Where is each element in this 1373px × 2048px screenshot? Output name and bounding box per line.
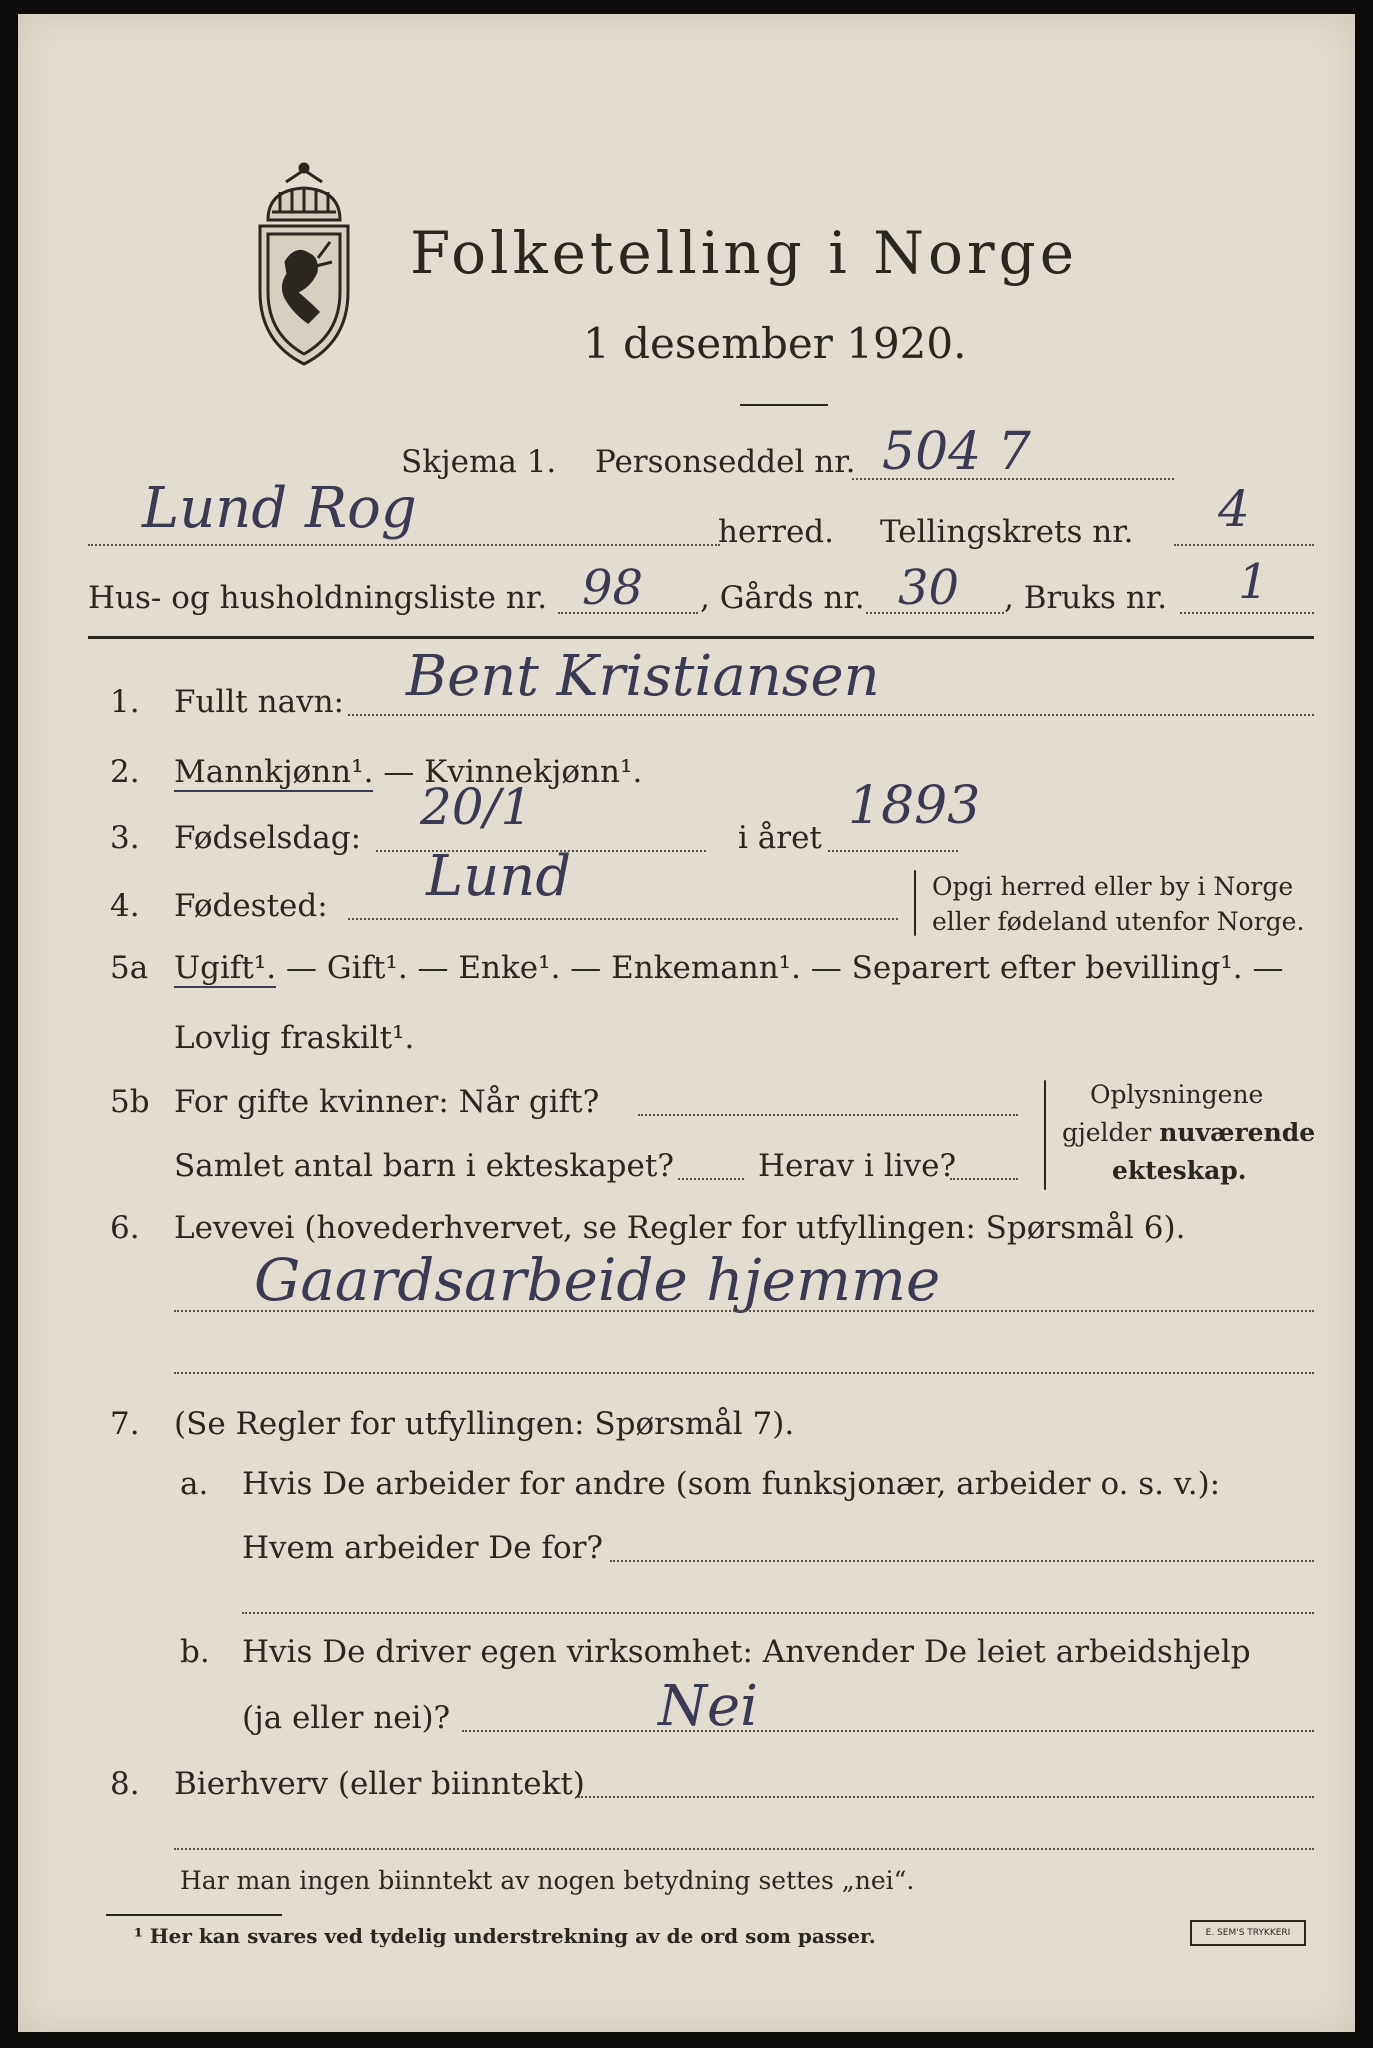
printer-stamp: E. SEM'S TRYKKERI [1190,1920,1306,1946]
q4-number: 4. [110,888,140,924]
norway-coat-of-arms-emblem [246,162,362,372]
form-title: Folketelling i Norge [410,219,1079,287]
q3-label: Fødselsdag: [174,820,362,856]
gards-label: , Gårds nr. [700,580,865,616]
q7-number: 7. [110,1406,140,1442]
q8-label: Bierhverv (eller biinntekt) [174,1766,585,1802]
herred-label: herred. [718,514,834,550]
q7a-line2: Hvem arbeider De for? [242,1530,604,1566]
q2-female-option[interactable]: Kvinnekjønn¹. [424,754,643,790]
q8-line2 [174,1848,1314,1850]
q3-year-label: i året [738,820,822,856]
q4-note-line2: eller fødeland utenfor Norge. [932,907,1305,936]
q5b-married-line [638,1114,1018,1116]
footnote: ¹ Her kan svares ved tydelig understrekning av de ord som passer. [134,1924,876,1948]
q3-year-line [828,850,958,852]
q7-label: (Se Regler for utfyllingen: Spørsmål 7). [174,1406,795,1442]
tellingskrets-label: Tellingskrets nr. [880,514,1134,550]
q4-value: Lund [426,844,572,909]
biinntekt-note: Har man ingen biinntekt av nogen betydning settes „nei“. [180,1866,915,1895]
q6-label: Levevei (hovederhvervet, se Regler for utfyllingen: Spørsmål 6). [174,1210,1186,1246]
bruks-label: , Bruks nr. [1004,580,1168,616]
q6-value: Gaardsarbeide hjemme [254,1246,941,1314]
q5a-other-options[interactable]: — Gift¹. — Enke¹. — Enkemann¹. — Separert efter bevilling¹. — [276,950,1284,986]
hus-label: Hus- og husholdningsliste nr. [88,580,548,616]
bruks-value: 1 [1238,554,1269,610]
q4-note-line1: Opgi herred eller by i Norge [932,872,1294,901]
q3-year-value: 1893 [848,776,981,836]
q7a-employer-line [610,1560,1314,1562]
q2-number: 2. [110,754,140,790]
tellingskrets-line [1174,544,1314,546]
census-date: 1 desember 1920. [583,319,967,368]
q7b-line1: Hvis De driver egen virksomhet: Anvender De leiet arbeidshjelp [242,1634,1251,1670]
q5b-children-line [678,1178,744,1180]
q5a-line2[interactable]: Lovlig fraskilt¹. [174,1020,415,1056]
personseddel-label: Personseddel nr. [595,444,856,480]
q7a-line1: Hvis De arbeider for andre (som funksjonær, arbeider o. s. v.): [242,1466,1221,1502]
q5b-note1: Oplysningene [1090,1080,1264,1109]
q2-male-option[interactable]: Mannkjønn¹. [174,754,374,790]
q7b-value: Nei [658,1674,759,1739]
q3-number: 3. [110,820,140,856]
q5b-line2b: Herav i live? [758,1148,957,1184]
q7b-answer-line [462,1730,1314,1732]
tellingskrets-value: 4 [1218,480,1250,538]
q6-line1 [174,1310,1314,1312]
herred-value: Lund Rog [142,476,417,541]
q1-line [348,714,1314,716]
q8-number: 8. [110,1766,140,1802]
q7b-line2: (ja eller nei)? [242,1700,451,1736]
q8-line1 [578,1796,1314,1798]
q5a-ugift-option[interactable]: Ugift¹. [174,950,277,986]
q6-line2 [174,1372,1314,1374]
q5b-line1: For gifte kvinner: Når gift? [174,1084,600,1120]
q4-line [348,918,898,920]
q5b-number: 5b [110,1084,150,1120]
q5b-line2a: Samlet antal barn i ekteskapet? [174,1148,674,1184]
q5a-number: 5a [110,950,149,986]
q5b-note3: ekteskap. [1112,1156,1247,1185]
q3-day-value: 20/1 [420,778,533,836]
q4-label: Fødested: [174,888,328,924]
q5b-note2: gjelder nuværende [1062,1118,1316,1147]
skjema-label: Skjema 1. [401,444,557,480]
q2-options: Mannkjønn¹. — Kvinnekjønn¹. [174,754,643,790]
personseddel-value: 504 7 [882,422,1031,482]
q5b-alive-line [950,1178,1018,1180]
q7b-letter: b. [180,1634,210,1670]
title-divider [740,404,828,406]
q5a-options [174,950,1283,986]
census-form [18,14,1355,2032]
q1-number: 1. [110,684,140,720]
header-rule [88,636,1314,639]
q7a-employer-line2 [242,1612,1314,1614]
q7a-letter: a. [180,1466,209,1502]
q6-number: 6. [110,1210,140,1246]
gards-value: 30 [898,560,960,616]
herred-line [88,544,720,546]
q4-note-brace [914,870,916,936]
q5b-note-brace [1044,1080,1046,1190]
q1-label: Fullt navn: [174,684,344,720]
q1-value: Bent Kristiansen [406,644,880,709]
bruks-line [1180,612,1314,614]
footnote-rule [106,1914,282,1916]
hus-value: 98 [582,560,644,616]
